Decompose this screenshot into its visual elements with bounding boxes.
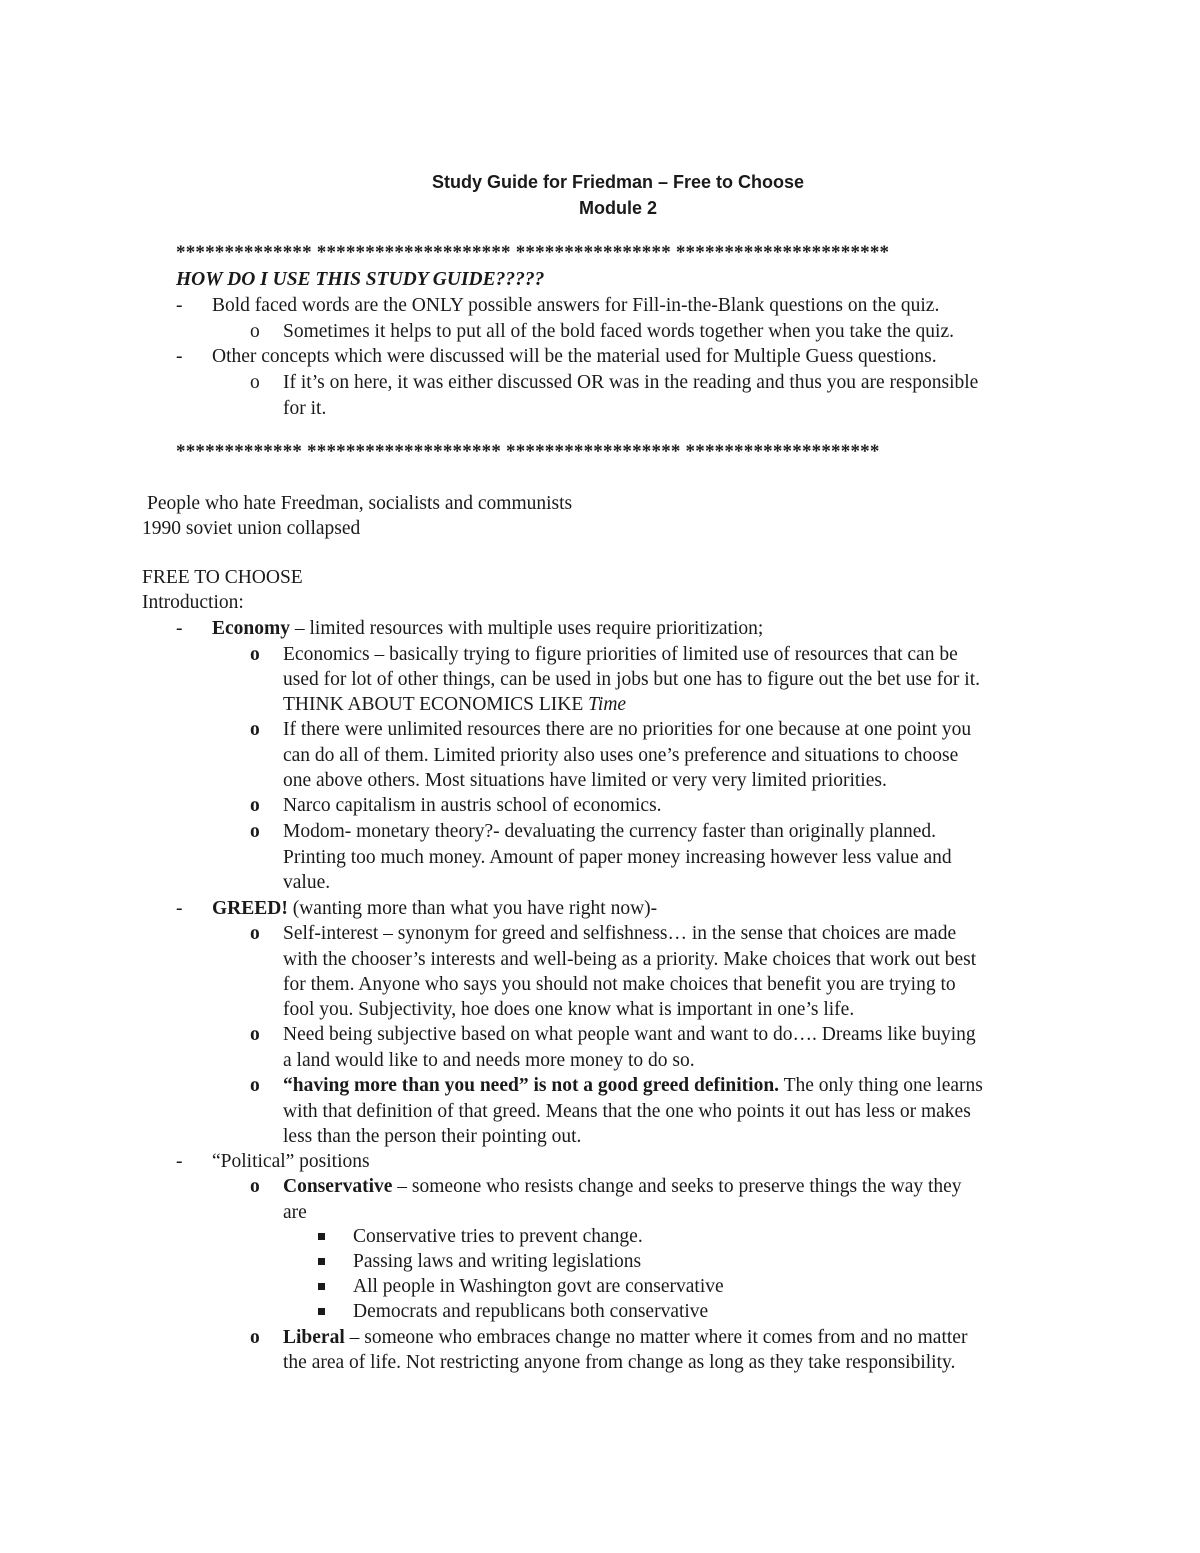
self-interest-line-4: fool you. Subjectivity, hoe does one know what is important in one’s life. (283, 999, 855, 1020)
unlimited-line-1: If there were unlimited resources there are no priorities for one because at one point you (283, 719, 972, 740)
howto-item-1: Bold faced words are the ONLY possible answers for Fill-in-the-Blank questions on the quiz. (212, 295, 940, 316)
conservative-item: Passing laws and writing legislations (353, 1251, 642, 1272)
circle-bullet: o (250, 372, 260, 393)
greed-def: (wanting more than what you have right now)- (287, 898, 658, 919)
howto-heading: HOW DO I USE THIS STUDY GUIDE????? (176, 269, 545, 290)
doc-subtitle: Module 2 (578, 198, 657, 218)
circle-bullet: o (250, 1075, 260, 1096)
need-line-2: a land would like to and needs more money to do so. (283, 1050, 695, 1071)
dash-bullet: - (176, 346, 183, 367)
unlimited-line-3: one above others. Most situations have limited or very very limited priorities. (283, 770, 887, 791)
conservative-item: All people in Washington govt are conservative (353, 1276, 724, 1297)
separator-top: ************** ******************** **************** ********************** (176, 242, 890, 263)
economics-line-3 (283, 692, 626, 718)
unlimited-line-2: can do all of them. Limited priority also uses one’s preference and situations to choose (283, 745, 959, 766)
narco-line: Narco capitalism in austris school of economics. (283, 795, 662, 816)
circle-bullet: o (250, 1176, 260, 1197)
conservative-item: Democrats and republicans both conservative (353, 1301, 709, 1322)
conservative-item: Conservative tries to prevent change. (353, 1226, 643, 1247)
circle-bullet: o (250, 821, 260, 842)
modom-line-1: Modom- monetary theory?- devaluating the currency faster than originally planned. (283, 821, 937, 842)
economics-time-word: Time (588, 694, 627, 715)
section-heading: FREE TO CHOOSE (142, 567, 303, 588)
self-interest-line-1: Self-interest – synonym for greed and selfishness… in the sense that choices are made (283, 923, 957, 944)
greed-definition-note-line-1 (283, 1073, 983, 1099)
circle-bullet: o (250, 795, 260, 816)
greed-definition-note-line-2: with that definition of that greed. Means that the one who points it out has less or makes (283, 1101, 971, 1122)
dash-bullet: - (176, 898, 183, 919)
howto-item-2: Other concepts which were discussed will be the material used for Multiple Guess questions. (212, 346, 937, 367)
need-line-1: Need being subjective based on what people want and want to do…. Dreams like buying (283, 1024, 976, 1045)
doc-title: Study Guide for Friedman – Free to Choose (431, 172, 805, 192)
howto-item-2-sub-cont: for it. (283, 398, 327, 419)
note-line-2: 1990 soviet union collapsed (142, 518, 361, 539)
square-bullet-icon (318, 1308, 325, 1315)
greed-bold-quote: “having more than you need” is not a good greed definition. (283, 1075, 780, 1096)
conservative-definition-cont: are (283, 1202, 307, 1223)
greed-definition-note-line-3: less than the person their pointing out. (283, 1126, 582, 1147)
conservative-term: Conservative (283, 1176, 393, 1197)
circle-bullet: o (250, 1024, 260, 1045)
square-bullet-icon (318, 1258, 325, 1265)
dash-bullet: - (176, 295, 183, 316)
modom-line-2: Printing too much money. Amount of paper money increasing however less value and (283, 847, 952, 868)
circle-bullet: o (250, 719, 260, 740)
liberal-definition-cont: the area of life. Not restricting anyone from change as long as they take responsibility. (283, 1352, 956, 1373)
liberal-def: – someone who embraces change no matter where it comes from and no matter (344, 1327, 968, 1348)
economics-line-1: Economics – basically trying to figure priorities of limited use of resources that can be (283, 644, 958, 665)
section-intro: Introduction: (142, 592, 244, 613)
greed-definition (212, 896, 657, 922)
liberal-term: Liberal (283, 1327, 345, 1348)
conservative-def: – someone who resists change and seeks to preserve things the way they (392, 1176, 962, 1197)
dash-bullet: - (176, 1151, 183, 1172)
dash-bullet: - (176, 618, 183, 639)
howto-item-1-sub: Sometimes it helps to put all of the bold faced words together when you take the quiz. (283, 321, 954, 342)
circle-bullet: o (250, 644, 260, 665)
economy-def: – limited resources with multiple uses require prioritization; (290, 618, 764, 639)
square-bullet-icon (318, 1233, 325, 1240)
circle-bullet: o (250, 321, 260, 342)
conservative-definition (283, 1174, 962, 1200)
separator-bottom: ************* ******************** ****************** ******************** (176, 441, 880, 462)
self-interest-line-3: for them. Anyone who says you should not make choices that benefit you are trying to (283, 974, 956, 995)
circle-bullet: o (250, 923, 260, 944)
self-interest-line-2: with the chooser’s interests and well-being as a priority. Make choices that work out best (283, 949, 977, 970)
economics-line-2: used for lot of other things, can be used in jobs but one has to figure out the bet use for it. (283, 669, 980, 690)
howto-item-2-sub: If it’s on here, it was either discussed OR was in the reading and thus you are responsible (283, 372, 979, 393)
square-bullet-icon (318, 1283, 325, 1290)
note-line-1: People who hate Freedman, socialists and communists (147, 493, 573, 514)
economy-term: Economy (212, 618, 290, 639)
liberal-definition (283, 1325, 967, 1351)
circle-bullet: o (250, 1327, 260, 1348)
greed-term: GREED! (212, 898, 288, 919)
political-label: “Political” positions (212, 1151, 370, 1172)
economy-definition (212, 616, 763, 642)
greed-quote-rest: The only thing one learns (779, 1075, 983, 1096)
modom-line-3: value. (283, 872, 331, 893)
economics-think-text: THINK ABOUT ECONOMICS LIKE (283, 694, 589, 715)
